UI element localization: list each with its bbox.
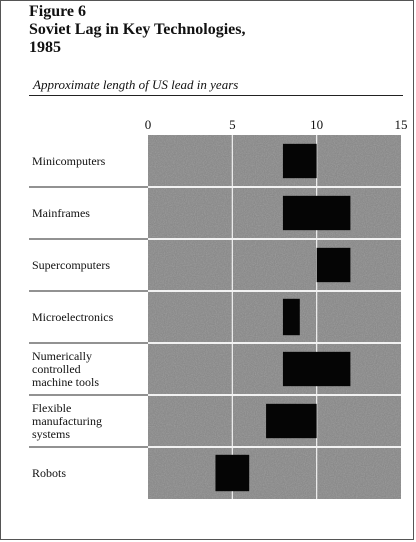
x-tick-label-1: 5 (229, 117, 236, 132)
category-label-0: Minicomputers (32, 154, 106, 168)
x-tick-label-0: 0 (144, 117, 152, 132)
plot-texture (148, 135, 401, 499)
bar-6 (215, 455, 249, 491)
bar-4 (283, 352, 350, 386)
category-labels (32, 154, 114, 480)
category-label-6: Robots (32, 466, 67, 480)
bar-0 (283, 144, 317, 178)
category-label-2: Supercomputers (32, 258, 110, 272)
bar-5 (266, 404, 317, 438)
figure-title-line-2: 1985 (29, 39, 61, 56)
plot-background (148, 135, 401, 499)
tick-labels (145, 117, 408, 132)
x-tick-label-3: 15 (394, 117, 408, 132)
range-bar-chart (1, 1, 415, 541)
figure-title-line-1: Soviet Lag in Key Technologies, (29, 21, 246, 38)
category-label-5: Flexible manufacturing systems (32, 401, 102, 441)
bar-1 (283, 196, 350, 230)
bar-3 (283, 299, 300, 335)
figure-label: Figure 6 (29, 3, 87, 20)
chart-subtitle: Approximate length of US lead in years (33, 77, 239, 92)
category-label-4: Numerically controlled machine tools (32, 349, 99, 389)
x-tick-label-2: 10 (310, 117, 324, 132)
category-label-3: Microelectronics (32, 310, 114, 324)
bar-2 (317, 248, 351, 282)
category-label-1: Mainframes (32, 206, 90, 220)
